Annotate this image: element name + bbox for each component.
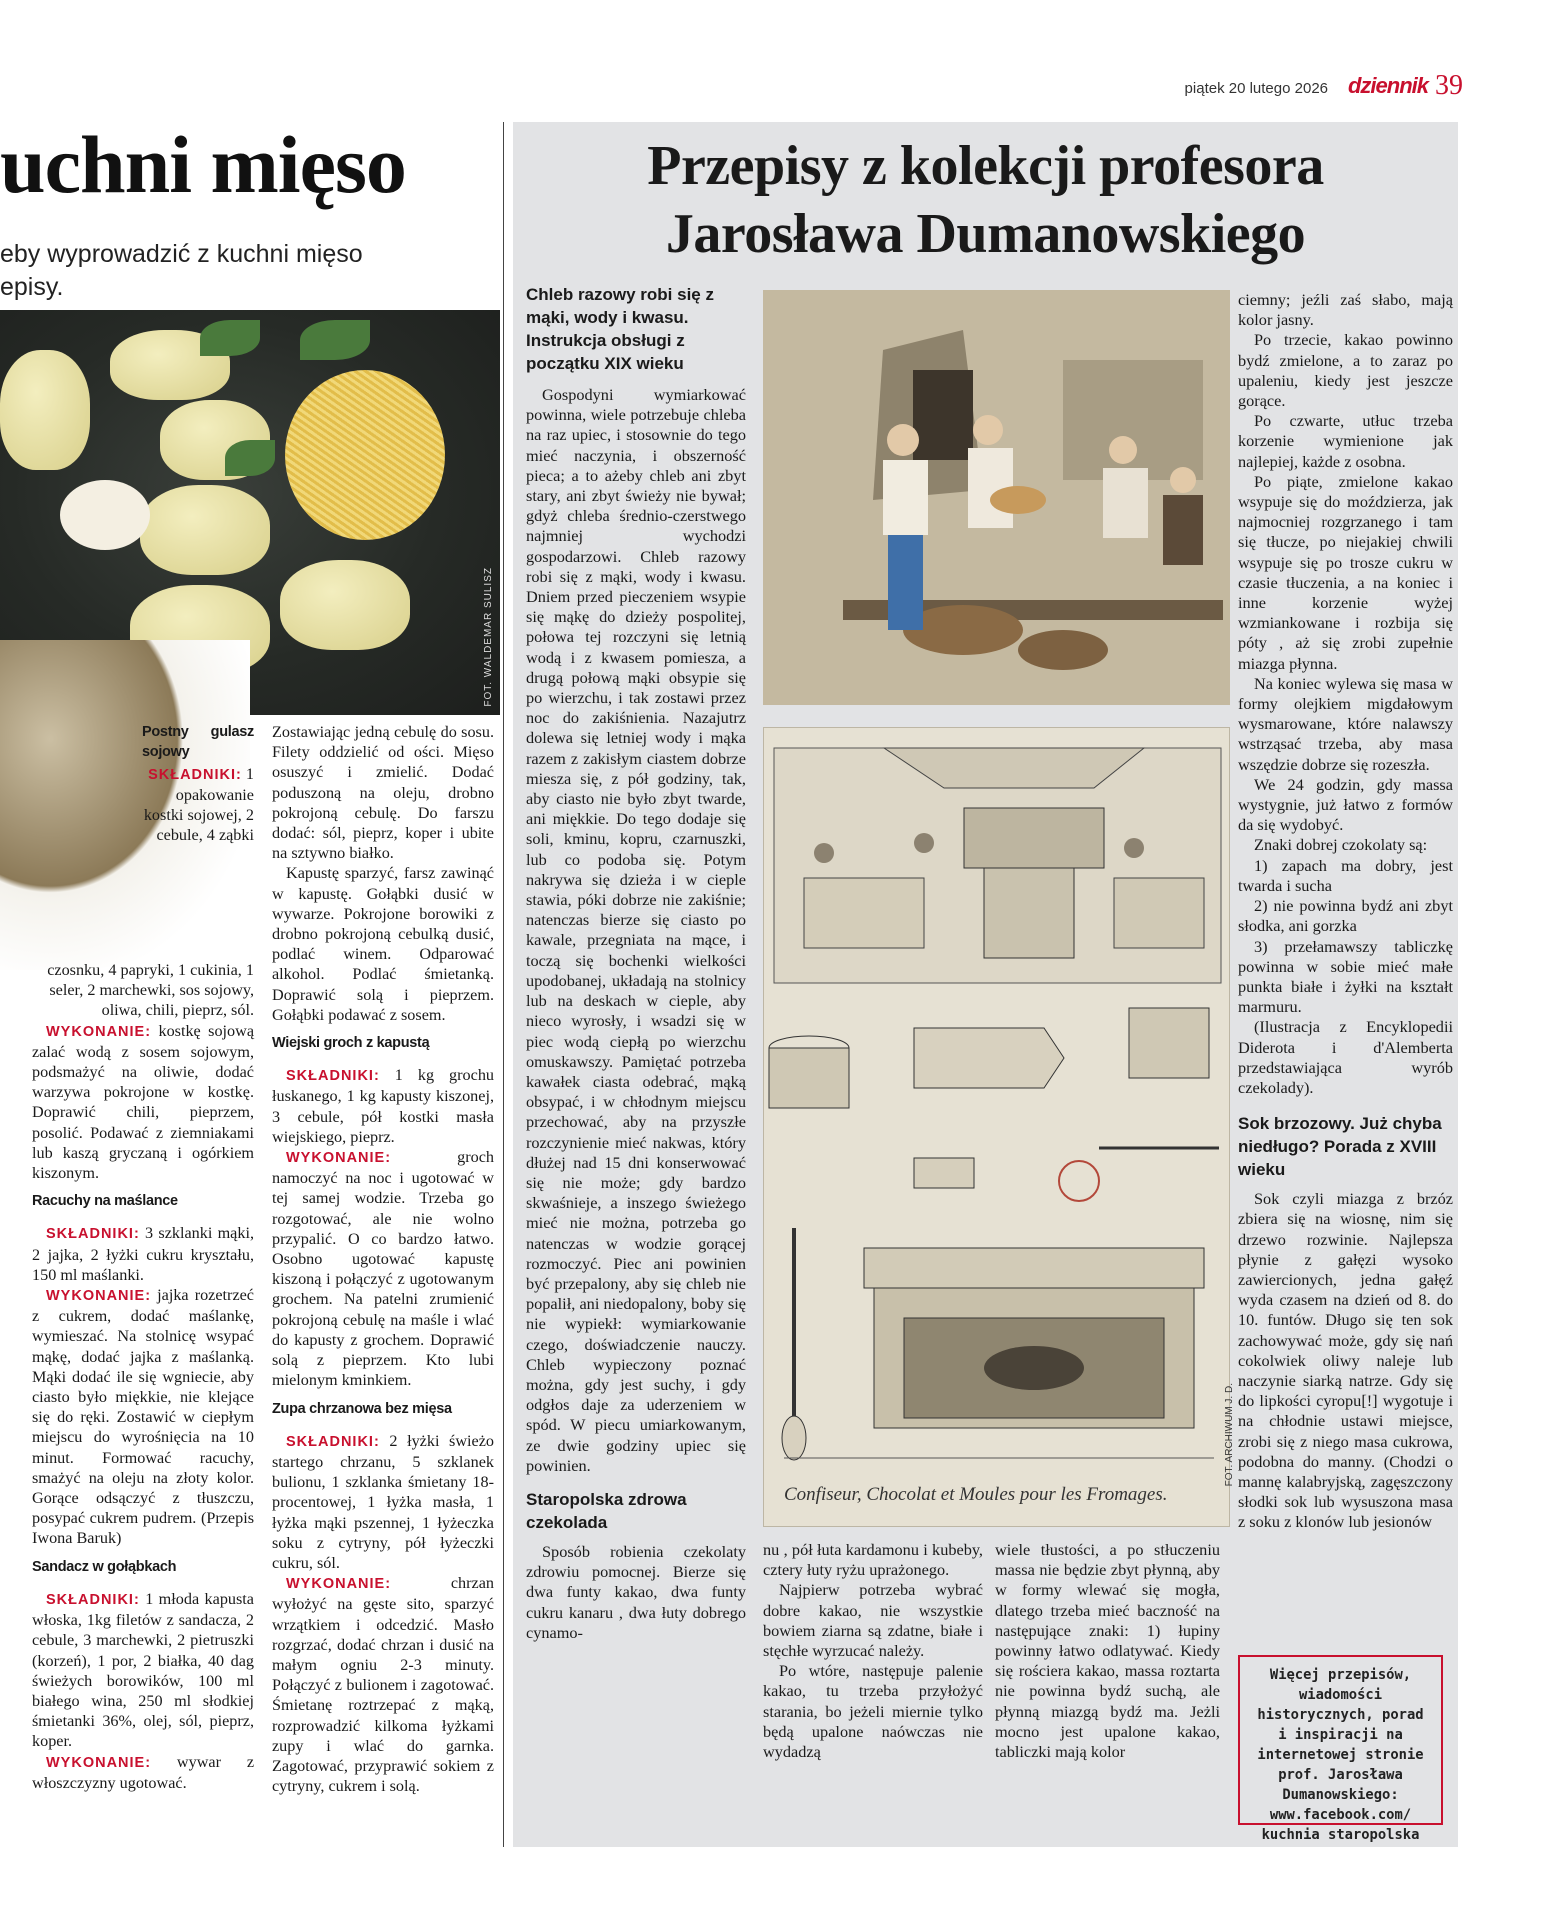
right-column-1: [526, 283, 746, 1643]
left-article-title: uchni mięso: [0, 119, 406, 210]
recipe-heading: Zupa chrzanowa bez mięsa: [272, 1400, 452, 1417]
method-label: WYKONANIE:: [286, 1576, 392, 1593]
left-column-2: [272, 722, 494, 1796]
chocolate-text: Najpierw potrzeba wybrać dobre kakao, nie wszystkie bowiem ziarna są zdatne, białe i stęchłe wyrzucać należy.: [763, 1580, 983, 1661]
recipe-heading: Sandacz w gołąbkach: [32, 1558, 177, 1575]
list-item: 1) zapach ma dobry, jest twarda i sucha: [1238, 855, 1453, 895]
body-paragraph: Kapustę sparzyć, farsz zawinąć w kapustę. Gołąbki dusić w wywarze. Pokrojone borowiki z drobno pokrojoną cebulką dusić, podlać winem. Odparować alkohol. Podlać śmietanką. Doprawić solą i pieprzem. Gołąbki podawać z sosem.: [272, 864, 494, 1024]
list-item: 2) nie powinna bydź ani zbyt słodka, ani gorzka: [1238, 896, 1453, 936]
ingredients-label: SKŁADNIKI:: [46, 1226, 140, 1243]
recipe-heading: Postny gulasz sojowy: [142, 724, 254, 760]
ingredients-text: 2 łyżki świeżo startego chrzanu, 5 szklanek bulionu, 1 szklanka śmietany 18-procentowej, 1 łyżka masła, 1 łyżka mąki pszennej, 1 łyżeczka soku z cytryny, pół łyżeczki cukru, sól.: [272, 1431, 494, 1572]
right-column-4: [1238, 290, 1453, 1533]
method-text: kostkę sojową zalać wodą z sosem sojowym, podsmażyć na oliwie, dodać warzywa pokrojone w kostkę. Doprawić chili, pieprzem, posolić. Podawać z ziemniakami lub kaszą gryczaną i ogórkiem kiszonym.: [32, 1021, 254, 1183]
recipe-gulasz-intro: [142, 722, 254, 845]
dumpling-shape: [280, 560, 410, 650]
dumpling-shape: [0, 350, 90, 470]
ingredients-text: czosnku, 4 papryki, 1 cukinia, 1 seler, 2 marchewki, sos sojowy, oliwa, chili, pieprz, sól.: [47, 961, 254, 1020]
chocolate-text: Po wtóre, następuje palenie kakao, tu trzeba przyłożyć starania, bo jeżeli miernie tylko będą upalone naówczas nie wydadzą: [763, 1661, 983, 1762]
title-line: Przepisy z kolekcji profesora: [647, 135, 1324, 197]
ingredients-text: 1 młoda kapusta włoska, 1kg filetów z sandacza, 2 cebule, 3 marchewki, 2 pietruszki (korzeń), 1 por, 2 białka, 40 dag świeżych borowików, 100 ml białego wina, 250 ml słodkiej śmietanki 36%, olej, sól, pieprz, koper.: [32, 1589, 254, 1751]
recipe-heading: Racuchy na maślance: [32, 1193, 178, 1210]
bread-recipe-text: Gospodyni wymiarkować powinna, wiele potrzebuje chleba na raz upiec, i stosownie do tego mieć naczynia, i obszerność pieca; a to ażeby chleb ani zbyt stary, ani zbyt świeży nie bywał; gdyż chleba średnio-czerstwego najmniej wychodzi gospodarzowi. Chleb razowy robi się z mąki, wody i kwasu. Dniem przed pieczeniem wsypie się mąkę do dzieży pospolitej, połowa tej rozczyni się letnią wodą i z kwasem pomiesza, a drugą połową mąki obsypie się po wierzchu, i tak zostawi przez noc do zakiśnienia. Nazajutrz dolewa się letniej wody i mąka razem z zakisłym ciastem dobrze miesza się, z pół godziny, tak, aby ciasto nie było zbyt twarde, ani miękkie. Do tego dodaje się soli, kminu, kopru, czarnuszki, lub co podoba się. Potym nakrywa się dzieża i w cieple stawia, póki dobrze nie zakiśnie; natenczas bierze się ciasto po kawale, przegniata na mące, i toczą się bochenki wielkości upodobanej, układają na stolnicy lub na deskach w cieple, aby nieco wyrosły, i wsadzi się w piec wodą ciepłą po wierzchu omuskawszy. Pamiętać potrzeba kawałek ciasta odebrać, mąką obsypać, i w chłodnym miejscu przechować, aby na przyszłe rozczynienie mieć nakwas, który dłużej nad 15 dni konserwować się nie może; gdy bardzo skwaśnieje, a inszego świeżego mieć nie można, potrzeba go natenczas w wodzie gorącej rozmoczyć. Piec ani powinien być przepalony, aby się chleb nie popalił, ani niedopalony, boby się nie wypiekł: wymiarkowanie czego, doświadczenie nauczy. Chleb wypieczony poznać można, gdy jest suchy, i gdy odgłos daje za uderzeniem w spód. W piecu umiarkowanym, ze dwie godziny upiec się powinien.: [526, 385, 746, 1475]
illustration-caption: (Ilustracja z Encyklopedii Diderota i d'Alemberta przedstawiająca wyrób czekolady).: [1238, 1017, 1453, 1097]
method-text: groch namoczyć na noc i ugotować w tej samej wodzie. Trzeba go rozgotować, ale nie wolno przypalić. O co bardzo łatwo. Osobno ugotować kapustę kiszoną i połączyć z ugotowanym grochem. Na patelni zrumienić pokrojoną cebulę na maśle i wlać do kapusty z grochem. Doprawić solą z pieprzem. Kto lubi mielonym kminkiem.: [272, 1148, 494, 1390]
ingredients-text: 3 szklanki mąki, 2 jajka, 2 łyżki cukru kryształu, 150 ml maślanki.: [32, 1224, 255, 1284]
basil-leaf: [225, 440, 275, 476]
column-divider: [503, 122, 504, 1847]
chocolate-text: Znaki dobrej czokolaty są:: [1254, 835, 1428, 855]
issue-date: piątek 20 lutego 2026: [1184, 80, 1328, 97]
ingredients-text: 1 opakowanie kostki sojowej, 2 cebule, 4 ząbki: [143, 765, 254, 844]
method-text: jajka rozetrzeć z cukrem, dodać maślankę, wymieszać. Na stolnicę wsypać mąkę, dodać jajka z maślanką. Mąki dodać ile się wgniecie, aby ciasto było miękkie, nie klejące się do ręki. Zostawić w ciepłym miejscu do wyrośnięcia na 10 minut. Formować racuchy, smażyć na oleju na złoty kolor. Gorące odsączyć z tłuszczu, posypać cukrem pudrem. (Przepis Iwona Baruk): [32, 1286, 254, 1548]
chocolate-text: Po czwarte, utłuc trzeba korzenie wymienione jak najlepiej, każde z osobna.: [1238, 411, 1453, 471]
method-label: WYKONANIE:: [286, 1150, 392, 1167]
section-heading: Sok brzozowy. Już chyba niedługo? Porada z XVIII wieku: [1238, 1114, 1442, 1180]
promo-box: Więcej przepisów, wiadomości historycznych, porad i inspiracji na internetowej stronie prof. Jarosława Dumanowskiego: www.facebook.com/ kuchnia staropolska: [1238, 1655, 1443, 1825]
recipe-heading: Wiejski groch z kapustą: [272, 1035, 430, 1052]
right-article-title: [513, 132, 1458, 268]
basil-leaf: [200, 320, 260, 356]
engraving-caption: Confiseur, Chocolat et Moules pour les Fromages.: [784, 1484, 1168, 1505]
body-paragraph: Zostawiając jedną cebulę do sosu. Filety oddzielić od ości. Mięso osuszyć i zmielić. Dodać poduszoną na oleju, drobno pokrojoną cebulę. Do farszu dodać: sól, pieprz, koper i ubite na sztywno białko.: [272, 723, 494, 863]
right-column-2: [763, 1540, 983, 1762]
bakery-engraving-drawing: [763, 290, 1230, 705]
ingredients-label: SKŁADNIKI:: [46, 1591, 140, 1608]
left-article-subtitle: eby wyprowadzić z kuchni mięso episy.: [0, 240, 363, 301]
sauce-bowl: [60, 480, 150, 550]
method-label: WYKONANIE:: [46, 1288, 152, 1305]
photo-credit: FOT. WALDEMAR SULISZ: [483, 567, 494, 707]
right-column-3: [995, 1540, 1220, 1762]
article-lead: Chleb razowy robi się z mąki, wody i kwasu. Instrukcja obsługi z początku XIX wieku: [526, 285, 714, 373]
method-text: wywar z włoszczyzny ugotować.: [32, 1752, 255, 1792]
engraving-credit: FOT. ARCHIWUM J. D.: [1224, 1382, 1235, 1486]
page-number: 39: [1435, 70, 1463, 101]
bakery-engraving: [763, 290, 1230, 705]
left-column-1: [32, 960, 254, 1793]
chocolate-text: Po trzecie, kakao powinno bydź zmielone, a to zaraz po upaleniu, kiedy jest jeszcze gorące.: [1238, 330, 1453, 411]
confiseur-engraving-drawing: [764, 728, 1231, 1528]
chocolate-text: Sposób robienia czekolaty zdrowiu pomocnej. Bierze się dwa funty kakao, dwa funty cukru kanaru , dwa łuty dobrego cynamo-: [526, 1541, 746, 1642]
chocolate-text: Po piąte, zmielone kakao wsypuje się do moździerza, jak najmocniej rozgrzanego i tam się tłucze, po niejakiej chwili wsypuje się po trosze cukru w czasie tłuczenia, a na koniec i inne korzenie wyżej wzmiankowane i rozbija się póty , aż się zrobi zupełnie miazga płynna.: [1238, 471, 1453, 673]
chocolate-text: We 24 godzin, gdy massa wystygnie, już łatwo z formów da się wydobyć.: [1238, 774, 1453, 835]
dumpling-shape: [140, 485, 270, 575]
chocolate-text: Na koniec wylewa się masa w formy olejkiem migdałowym wysmarowane, które nalawszy wstrząsać trzeba, aby masa wszędzie dobrze się rozeszła.: [1238, 673, 1453, 774]
grated-cheese: [285, 370, 445, 540]
section-heading: Staropolska zdrowa czekolada: [526, 1489, 687, 1532]
list-item: 3) przełamawszy tabliczkę powinna w sobie mieć małe punkta białe i żyłki na kształt marmuru.: [1238, 936, 1453, 1017]
chocolate-text: wiele tłustości, a po stłuczeniu massa nie będzie zbyt płynną, aby w formy wlewać się mogła, dlatego trzeba mieć baczność na następujące znaki: 1) łupiny powinny łatwo odlatywać. Kiedy się rościera kakao, massa roztarta nie powinna bydź suchą, ale płynną miazgą bydź ma. Jeżli mocno jest upalone kakao, tabliczki mają kolor: [995, 1540, 1220, 1762]
title-line: Jarosława Dumanowskiego: [665, 203, 1306, 265]
birch-sap-text: Sok czyli miazga z brzóz zbiera się na wiosnę, nim się drzewo rozwinie. Najlepsza płynie z gałęzi wysoko zawiercionych, jedna gałęź wyda czasem na dzień od 8. do 10. funtów. Długo się ten sok zachowywać może, gdy się nań cokolwiek oliwy naleje lub naczynie siarką natrze. Gdy się do lipkości cyropu[!] wygotuje i na chłodnie ustawi miejsce, zrobi się z niego masa cukrowa, podobna do manny. (Chodzi o mannę kalabryjską, zagęszczony słodki sok lub wysuszona masa z soku z klonów lub jesionów: [1238, 1189, 1453, 1532]
method-text: chrzan wyłożyć na gęste sito, sparzyć wrzątkiem i odcedzić. Masło rozgrzać, dodać chrzan i dusić na małym ogniu 2-3 minuty. Połączyć z bulionem i zagotować. Śmietanę roztrzepać z mąką, rozprowadzić kilkoma łyżkami zupy i wlać do garnka. Zagotować, przyprawić sokiem z cytryny, cukrem i solą.: [272, 1574, 494, 1796]
dziennik-logo: dziennik: [1347, 73, 1428, 98]
chocolate-text: nu , pół łuta kardamonu i kubeby, cztery łuty ryżu uprażonego.: [763, 1540, 983, 1580]
ingredients-label: SKŁADNIKI:: [148, 767, 242, 783]
chocolate-text: ciemny; jeźli zaś słabo, mają kolor jasny.: [1238, 290, 1453, 330]
confiseur-chocolate-engraving: [763, 727, 1235, 1527]
ingredients-text: 1 kg grochu łuskanego, 1 kg kapusty kiszonej, 3 cebule, pół kostki masła wiejskiego, pieprz.: [272, 1066, 495, 1146]
ingredients-label: SKŁADNIKI:: [286, 1068, 380, 1085]
method-label: WYKONANIE:: [46, 1754, 152, 1771]
basil-leaf: [300, 320, 370, 360]
ingredients-label: SKŁADNIKI:: [286, 1433, 380, 1450]
method-label: WYKONANIE:: [46, 1023, 152, 1040]
